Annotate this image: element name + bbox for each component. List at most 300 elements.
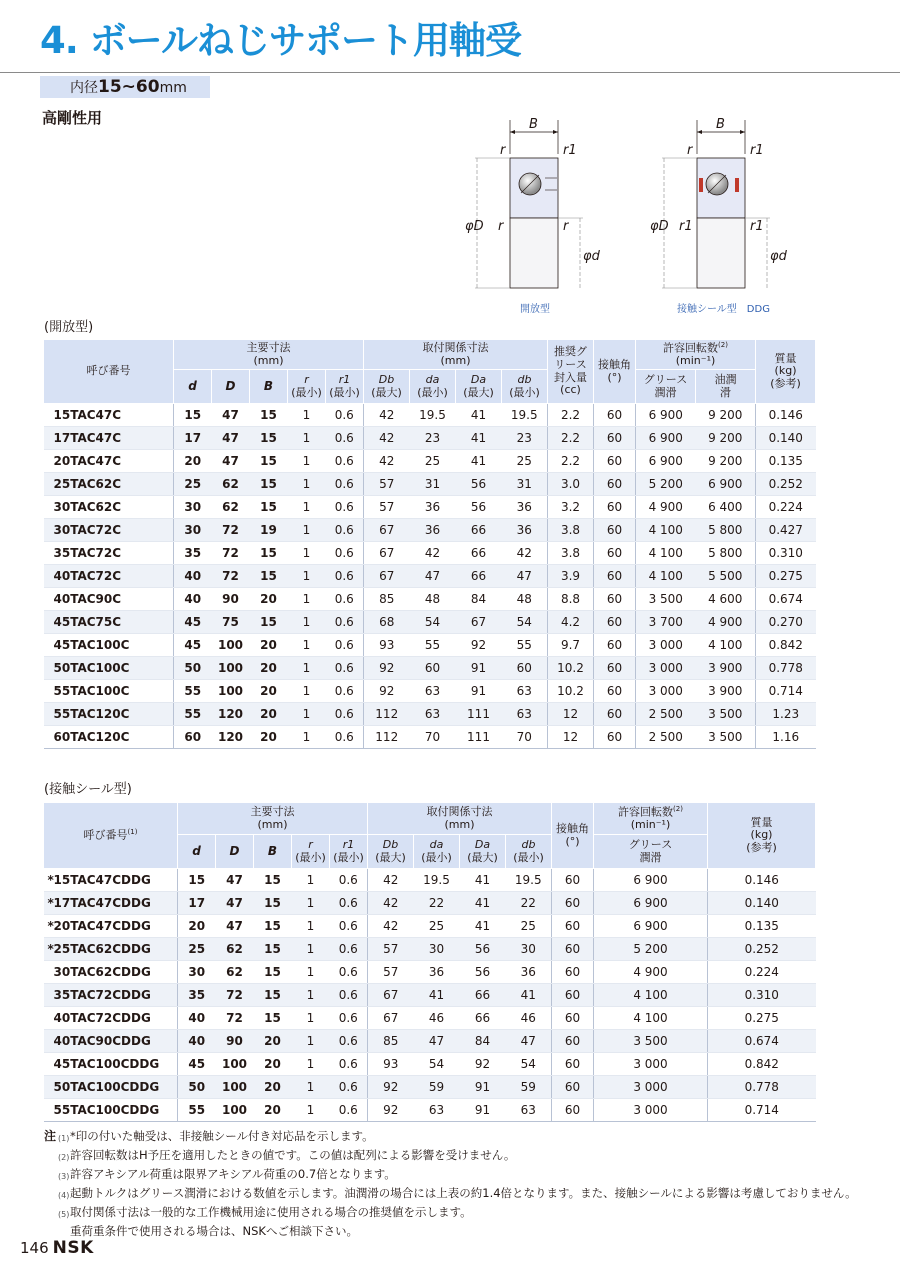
bearing-code: 40TAC90C xyxy=(44,588,174,611)
cell-angle: 60 xyxy=(594,404,636,427)
cell-db: 42 xyxy=(502,542,548,565)
label-r-top-2: r xyxy=(687,143,693,158)
table-row xyxy=(44,869,816,892)
bearing-code-text: 55TAC100CDDG xyxy=(53,1103,160,1117)
bearing-code xyxy=(44,892,178,915)
cell-r: 1 xyxy=(292,1053,330,1076)
table-row xyxy=(44,892,816,915)
cell-da: 31 xyxy=(410,473,456,496)
cell-r: 1 xyxy=(288,473,326,496)
cell-B: 20 xyxy=(250,726,288,749)
cell-mass: 0.714 xyxy=(708,1099,816,1122)
header-Da-2: Da (最大) xyxy=(460,835,506,869)
cell-da: 70 xyxy=(410,726,456,749)
cell-r: 1 xyxy=(288,565,326,588)
cell-Da: 92 xyxy=(460,1053,506,1076)
table-row xyxy=(44,588,816,611)
header-d-2: d xyxy=(178,835,216,869)
header-Db: Db (最大) xyxy=(364,370,410,404)
cell-Da: 91 xyxy=(460,1076,506,1099)
bearing-code: 45TAC100C xyxy=(44,634,174,657)
cell-D: 47 xyxy=(212,427,250,450)
bearing-code: 40TAC72C xyxy=(44,565,174,588)
cell-Db: 67 xyxy=(364,565,410,588)
cell-Db: 67 xyxy=(364,542,410,565)
bearing-code-text: 40TAC72CDDG xyxy=(53,1011,151,1025)
header-mount-dims: 取付関係寸法 (mm) xyxy=(364,340,548,370)
cell-speed_oil: 5 800 xyxy=(696,519,756,542)
cell-Db: 57 xyxy=(368,961,414,984)
footnote-number xyxy=(58,1223,70,1225)
cell-Da: 91 xyxy=(456,680,502,703)
cell-B: 15 xyxy=(254,938,292,961)
cell-mass: 0.135 xyxy=(708,915,816,938)
cell-angle: 60 xyxy=(594,496,636,519)
cell-db: 47 xyxy=(506,1030,552,1053)
table-row xyxy=(44,1007,816,1030)
cell-D: 100 xyxy=(212,657,250,680)
cell-B: 20 xyxy=(250,588,288,611)
footnote-text: 取付関係寸法は一般的な工作機械用途に使用される場合の推奨値を示します。 xyxy=(70,1205,472,1219)
cell-da: 59 xyxy=(414,1076,460,1099)
cell-speed_oil: 5 800 xyxy=(696,542,756,565)
cell-B: 15 xyxy=(254,984,292,1007)
cell-r: 1 xyxy=(292,892,330,915)
header-mass: 質量 (kg) (参考) xyxy=(756,340,816,404)
cell-speed_grease: 6 900 xyxy=(594,892,708,915)
cell-r1: 0.6 xyxy=(326,542,364,565)
cell-d: 35 xyxy=(178,984,216,1007)
cell-r1: 0.6 xyxy=(326,450,364,473)
cell-speed_grease: 2 500 xyxy=(636,726,696,749)
cell-Db: 93 xyxy=(364,634,410,657)
cell-da: 22 xyxy=(414,892,460,915)
sealed-type-section-label: (接触シール型) xyxy=(44,782,132,797)
cell-grease_cc: 12 xyxy=(548,726,594,749)
cell-db: 63 xyxy=(506,1099,552,1122)
cell-d: 45 xyxy=(174,634,212,657)
cell-da: 47 xyxy=(414,1030,460,1053)
footnote xyxy=(44,1185,857,1204)
cell-Db: 42 xyxy=(364,427,410,450)
cell-da: 63 xyxy=(410,703,456,726)
label-r1-top-2: r1 xyxy=(750,143,764,158)
cell-r: 1 xyxy=(288,427,326,450)
cell-speed_grease: 3 000 xyxy=(636,657,696,680)
cell-speed_grease: 6 900 xyxy=(594,869,708,892)
cell-Db: 57 xyxy=(364,473,410,496)
cell-angle: 60 xyxy=(552,984,594,1007)
cell-mass: 0.140 xyxy=(708,892,816,915)
cell-Da: 111 xyxy=(456,726,502,749)
cell-db: 25 xyxy=(506,915,552,938)
cell-Db: 67 xyxy=(368,1007,414,1030)
cell-angle: 60 xyxy=(594,427,636,450)
cell-r1: 0.6 xyxy=(330,1030,368,1053)
cell-Da: 56 xyxy=(460,938,506,961)
cell-D: 62 xyxy=(216,938,254,961)
cell-Da: 84 xyxy=(456,588,502,611)
cell-D: 90 xyxy=(212,588,250,611)
cell-db: 41 xyxy=(506,984,552,1007)
cell-D: 72 xyxy=(212,519,250,542)
cell-speed_oil: 5 500 xyxy=(696,565,756,588)
cell-speed_grease: 3 000 xyxy=(594,1053,708,1076)
cell-speed_oil: 9 200 xyxy=(696,404,756,427)
footnote-text: 起動トルクはグリース潤滑における数値を示します。油潤滑の場合には上表の約1.4倍となります。また、接触シールによる影響は考慮しておりません。 xyxy=(70,1186,857,1200)
cell-Db: 112 xyxy=(364,726,410,749)
bearing-code: 60TAC120C xyxy=(44,726,174,749)
cell-D: 62 xyxy=(212,496,250,519)
header-D: D xyxy=(212,370,250,404)
cell-B: 15 xyxy=(250,473,288,496)
header-Da: Da (最大) xyxy=(456,370,502,404)
cell-r: 1 xyxy=(288,519,326,542)
bearing-code-text: 17TAC47CDDG xyxy=(53,896,151,910)
cell-r: 1 xyxy=(288,657,326,680)
cell-D: 100 xyxy=(212,680,250,703)
cell-D: 72 xyxy=(216,984,254,1007)
cell-speed_grease: 3 500 xyxy=(636,588,696,611)
cell-r1: 0.6 xyxy=(330,869,368,892)
cell-D: 100 xyxy=(212,634,250,657)
header-code: 呼び番号 xyxy=(44,340,174,404)
cell-speed_grease: 6 900 xyxy=(594,915,708,938)
cell-B: 15 xyxy=(250,450,288,473)
cell-db: 48 xyxy=(502,588,548,611)
bearing-code: 35TAC72C xyxy=(44,542,174,565)
cell-r: 1 xyxy=(288,680,326,703)
cell-d: 55 xyxy=(174,680,212,703)
cell-grease_cc: 10.2 xyxy=(548,657,594,680)
cell-da: 36 xyxy=(414,961,460,984)
label-r1-left-2: r1 xyxy=(679,219,693,234)
cell-db: 59 xyxy=(506,1076,552,1099)
cell-Da: 67 xyxy=(456,611,502,634)
header-mount-dims-2: 取付関係寸法 (mm) xyxy=(368,803,552,835)
cell-speed_oil: 9 200 xyxy=(696,450,756,473)
bearing-code: 50TAC100C xyxy=(44,657,174,680)
cell-d: 50 xyxy=(178,1076,216,1099)
cell-r1: 0.6 xyxy=(330,1007,368,1030)
cell-d: 50 xyxy=(174,657,212,680)
footnote-lead: 注 xyxy=(44,1129,57,1143)
range-unit: mm xyxy=(159,80,187,96)
sealed-type-spec-table xyxy=(43,802,816,1122)
cell-D: 72 xyxy=(216,1007,254,1030)
cell-Db: 92 xyxy=(364,657,410,680)
bearing-code: 17TAC47C xyxy=(44,427,174,450)
cell-r: 1 xyxy=(292,1030,330,1053)
footnote-number: (4) xyxy=(58,1191,70,1200)
cell-Db: 57 xyxy=(368,938,414,961)
cell-mass: 0.778 xyxy=(708,1076,816,1099)
cell-B: 20 xyxy=(250,680,288,703)
cell-da: 25 xyxy=(410,450,456,473)
cell-speed_grease: 4 100 xyxy=(636,565,696,588)
cell-d: 40 xyxy=(178,1030,216,1053)
bearing-code xyxy=(44,984,178,1007)
cell-r: 1 xyxy=(288,634,326,657)
header-B-2: B xyxy=(254,835,292,869)
cell-r: 1 xyxy=(292,915,330,938)
footnote xyxy=(44,1147,857,1166)
header-code-2: 呼び番号$^{(1)}$ xyxy=(44,803,178,869)
cell-d: 30 xyxy=(174,496,212,519)
cell-mass: 0.252 xyxy=(756,473,816,496)
cell-db: 63 xyxy=(502,703,548,726)
table-row xyxy=(44,404,816,427)
cell-grease_cc: 3.8 xyxy=(548,519,594,542)
cell-speed_grease: 6 900 xyxy=(636,427,696,450)
cell-speed_grease: 4 900 xyxy=(636,496,696,519)
cell-speed_oil: 9 200 xyxy=(696,427,756,450)
header-r1: r1 (最小) xyxy=(326,370,364,404)
cell-db: 22 xyxy=(506,892,552,915)
cell-r1: 0.6 xyxy=(326,496,364,519)
cell-db: 31 xyxy=(502,473,548,496)
cell-mass: 0.842 xyxy=(708,1053,816,1076)
bearing-code xyxy=(44,1053,178,1076)
cell-db: 23 xyxy=(502,427,548,450)
page-number: 146 xyxy=(20,1239,49,1257)
cell-speed_grease: 4 100 xyxy=(636,542,696,565)
bearing-code-text: 50TAC100CDDG xyxy=(53,1080,160,1094)
bearing-code-text: 40TAC90CDDG xyxy=(53,1034,151,1048)
label-r1-top: r1 xyxy=(563,143,577,158)
footnotes xyxy=(44,1128,857,1240)
cell-r1: 0.6 xyxy=(326,680,364,703)
cell-da: 36 xyxy=(410,519,456,542)
table-row xyxy=(44,496,816,519)
cell-da: 25 xyxy=(414,915,460,938)
cell-grease_cc: 8.8 xyxy=(548,588,594,611)
cell-r1: 0.6 xyxy=(330,938,368,961)
cell-Da: 66 xyxy=(456,565,502,588)
cell-speed_oil: 4 100 xyxy=(696,634,756,657)
bearing-code: 30TAC62C xyxy=(44,496,174,519)
cell-mass: 0.714 xyxy=(756,680,816,703)
table-row xyxy=(44,427,816,450)
page-footer xyxy=(20,1238,94,1258)
cell-r: 1 xyxy=(288,496,326,519)
cell-r: 1 xyxy=(292,1099,330,1122)
cell-d: 17 xyxy=(178,892,216,915)
cell-Da: 41 xyxy=(456,404,502,427)
cell-mass: 1.16 xyxy=(756,726,816,749)
cell-r: 1 xyxy=(288,542,326,565)
non-contact-seal-mark: * xyxy=(47,919,54,933)
cell-r1: 0.6 xyxy=(326,404,364,427)
cell-d: 55 xyxy=(178,1099,216,1122)
cell-angle: 60 xyxy=(594,450,636,473)
footnote-number: (2) xyxy=(58,1153,70,1162)
cell-Da: 56 xyxy=(456,496,502,519)
cell-db: 36 xyxy=(506,961,552,984)
cell-d: 30 xyxy=(178,961,216,984)
cell-mass: 0.427 xyxy=(756,519,816,542)
cell-mass: 0.674 xyxy=(756,588,816,611)
cell-speed_oil: 6 900 xyxy=(696,473,756,496)
cell-Db: 42 xyxy=(368,892,414,915)
cell-D: 120 xyxy=(212,703,250,726)
table-row xyxy=(44,519,816,542)
cell-speed_grease: 4 100 xyxy=(636,519,696,542)
cell-r: 1 xyxy=(288,450,326,473)
cell-r1: 0.6 xyxy=(326,634,364,657)
cell-d: 25 xyxy=(174,473,212,496)
cell-B: 15 xyxy=(250,427,288,450)
cell-speed_oil: 3 500 xyxy=(696,703,756,726)
cell-B: 20 xyxy=(254,1030,292,1053)
cell-D: 100 xyxy=(216,1099,254,1122)
cell-Da: 41 xyxy=(460,892,506,915)
cell-mass: 0.252 xyxy=(708,938,816,961)
cell-speed_grease: 5 200 xyxy=(594,938,708,961)
cell-B: 15 xyxy=(250,404,288,427)
header-db-2: db (最小) xyxy=(506,835,552,869)
title-divider xyxy=(0,72,900,73)
bearing-code-text: 15TAC47CDDG xyxy=(53,873,151,887)
cell-r1: 0.6 xyxy=(326,427,364,450)
cell-speed_oil: 4 600 xyxy=(696,588,756,611)
label-D: φD xyxy=(465,219,484,234)
cell-da: 19.5 xyxy=(410,404,456,427)
cell-Db: 68 xyxy=(364,611,410,634)
cell-mass: 0.146 xyxy=(756,404,816,427)
table-row xyxy=(44,984,816,1007)
cell-da: 48 xyxy=(410,588,456,611)
label-r-left: r xyxy=(498,219,504,234)
cell-d: 40 xyxy=(174,565,212,588)
cell-speed_oil: 3 500 xyxy=(696,726,756,749)
cell-B: 15 xyxy=(250,611,288,634)
cell-r1: 0.6 xyxy=(326,519,364,542)
cell-angle: 60 xyxy=(594,565,636,588)
cell-speed_grease: 3 000 xyxy=(594,1076,708,1099)
header-oil-lub: 油潤滑 xyxy=(696,370,756,404)
header-speed: 許容回転数$^{(2)}$ (min⁻¹) xyxy=(636,340,756,370)
header-main-dims-2: 主要寸法 (mm) xyxy=(178,803,368,835)
cell-Db: 85 xyxy=(364,588,410,611)
bearing-code xyxy=(44,1007,178,1030)
cell-angle: 60 xyxy=(594,611,636,634)
header-mass-2: 質量 (kg) (参考) xyxy=(708,803,816,869)
cell-r1: 0.6 xyxy=(326,611,364,634)
cell-Db: 67 xyxy=(368,984,414,1007)
table-row xyxy=(44,634,816,657)
header-grease-lub: グリース潤滑 xyxy=(636,370,696,404)
cell-r1: 0.6 xyxy=(330,892,368,915)
cell-grease_cc: 10.2 xyxy=(548,680,594,703)
cell-angle: 60 xyxy=(594,542,636,565)
header-contact-angle: 接触角(°) xyxy=(594,340,636,404)
cell-D: 75 xyxy=(212,611,250,634)
table-row xyxy=(44,938,816,961)
label-r-right: r xyxy=(563,219,569,234)
cell-Da: 91 xyxy=(456,657,502,680)
cell-Da: 66 xyxy=(460,984,506,1007)
footnote xyxy=(44,1204,857,1223)
cell-d: 35 xyxy=(174,542,212,565)
cell-r: 1 xyxy=(292,1007,330,1030)
table-row xyxy=(44,542,816,565)
cell-speed_grease: 3 000 xyxy=(594,1099,708,1122)
footnote xyxy=(44,1166,857,1185)
cell-r: 1 xyxy=(292,869,330,892)
cell-angle: 60 xyxy=(594,703,636,726)
cell-da: 23 xyxy=(410,427,456,450)
bearing-code xyxy=(44,938,178,961)
cell-D: 100 xyxy=(216,1076,254,1099)
cell-db: 47 xyxy=(502,565,548,588)
header-D-2: D xyxy=(216,835,254,869)
cell-r1: 0.6 xyxy=(326,588,364,611)
header-B: B xyxy=(250,370,288,404)
cell-r: 1 xyxy=(292,938,330,961)
cell-d: 20 xyxy=(178,915,216,938)
cell-D: 47 xyxy=(216,915,254,938)
cell-B: 15 xyxy=(250,565,288,588)
cell-mass: 0.310 xyxy=(756,542,816,565)
label-B: B xyxy=(529,117,538,132)
footnote-number: (1) xyxy=(58,1134,70,1143)
table-row xyxy=(44,657,816,680)
cell-speed_oil: 4 900 xyxy=(696,611,756,634)
cell-B: 15 xyxy=(254,1007,292,1030)
table-row xyxy=(44,473,816,496)
cell-mass: 0.224 xyxy=(756,496,816,519)
cell-d: 17 xyxy=(174,427,212,450)
cell-r: 1 xyxy=(288,703,326,726)
cell-da: 47 xyxy=(410,565,456,588)
header-r-2: r (最小) xyxy=(292,835,330,869)
bearing-code: 55TAC120C xyxy=(44,703,174,726)
cell-da: 54 xyxy=(410,611,456,634)
cell-da: 63 xyxy=(414,1099,460,1122)
range-value: 15~60 xyxy=(98,77,160,97)
cell-speed_grease: 3 000 xyxy=(636,634,696,657)
cell-r: 1 xyxy=(292,961,330,984)
bore-range-label xyxy=(40,76,210,98)
cell-d: 25 xyxy=(178,938,216,961)
cell-speed_grease: 4 100 xyxy=(594,984,708,1007)
cell-D: 47 xyxy=(212,450,250,473)
bearing-code xyxy=(44,915,178,938)
cell-Da: 66 xyxy=(460,1007,506,1030)
cell-da: 41 xyxy=(414,984,460,1007)
bearing-code xyxy=(44,1099,178,1122)
cell-speed_grease: 6 900 xyxy=(636,450,696,473)
cell-D: 120 xyxy=(212,726,250,749)
cell-angle: 60 xyxy=(552,1030,594,1053)
label-d-2: φd xyxy=(770,249,787,264)
cell-db: 30 xyxy=(506,938,552,961)
table-row xyxy=(44,915,816,938)
cell-da: 54 xyxy=(414,1053,460,1076)
cell-db: 54 xyxy=(506,1053,552,1076)
cell-angle: 60 xyxy=(552,1053,594,1076)
series-label: 高剛性用 xyxy=(42,109,103,127)
cell-r1: 0.6 xyxy=(326,565,364,588)
cell-mass: 0.146 xyxy=(708,869,816,892)
range-prefix: 内径 xyxy=(70,80,98,96)
cell-da: 55 xyxy=(410,634,456,657)
cell-d: 40 xyxy=(174,588,212,611)
header-d: d xyxy=(174,370,212,404)
cell-da: 60 xyxy=(410,657,456,680)
cell-D: 72 xyxy=(212,542,250,565)
